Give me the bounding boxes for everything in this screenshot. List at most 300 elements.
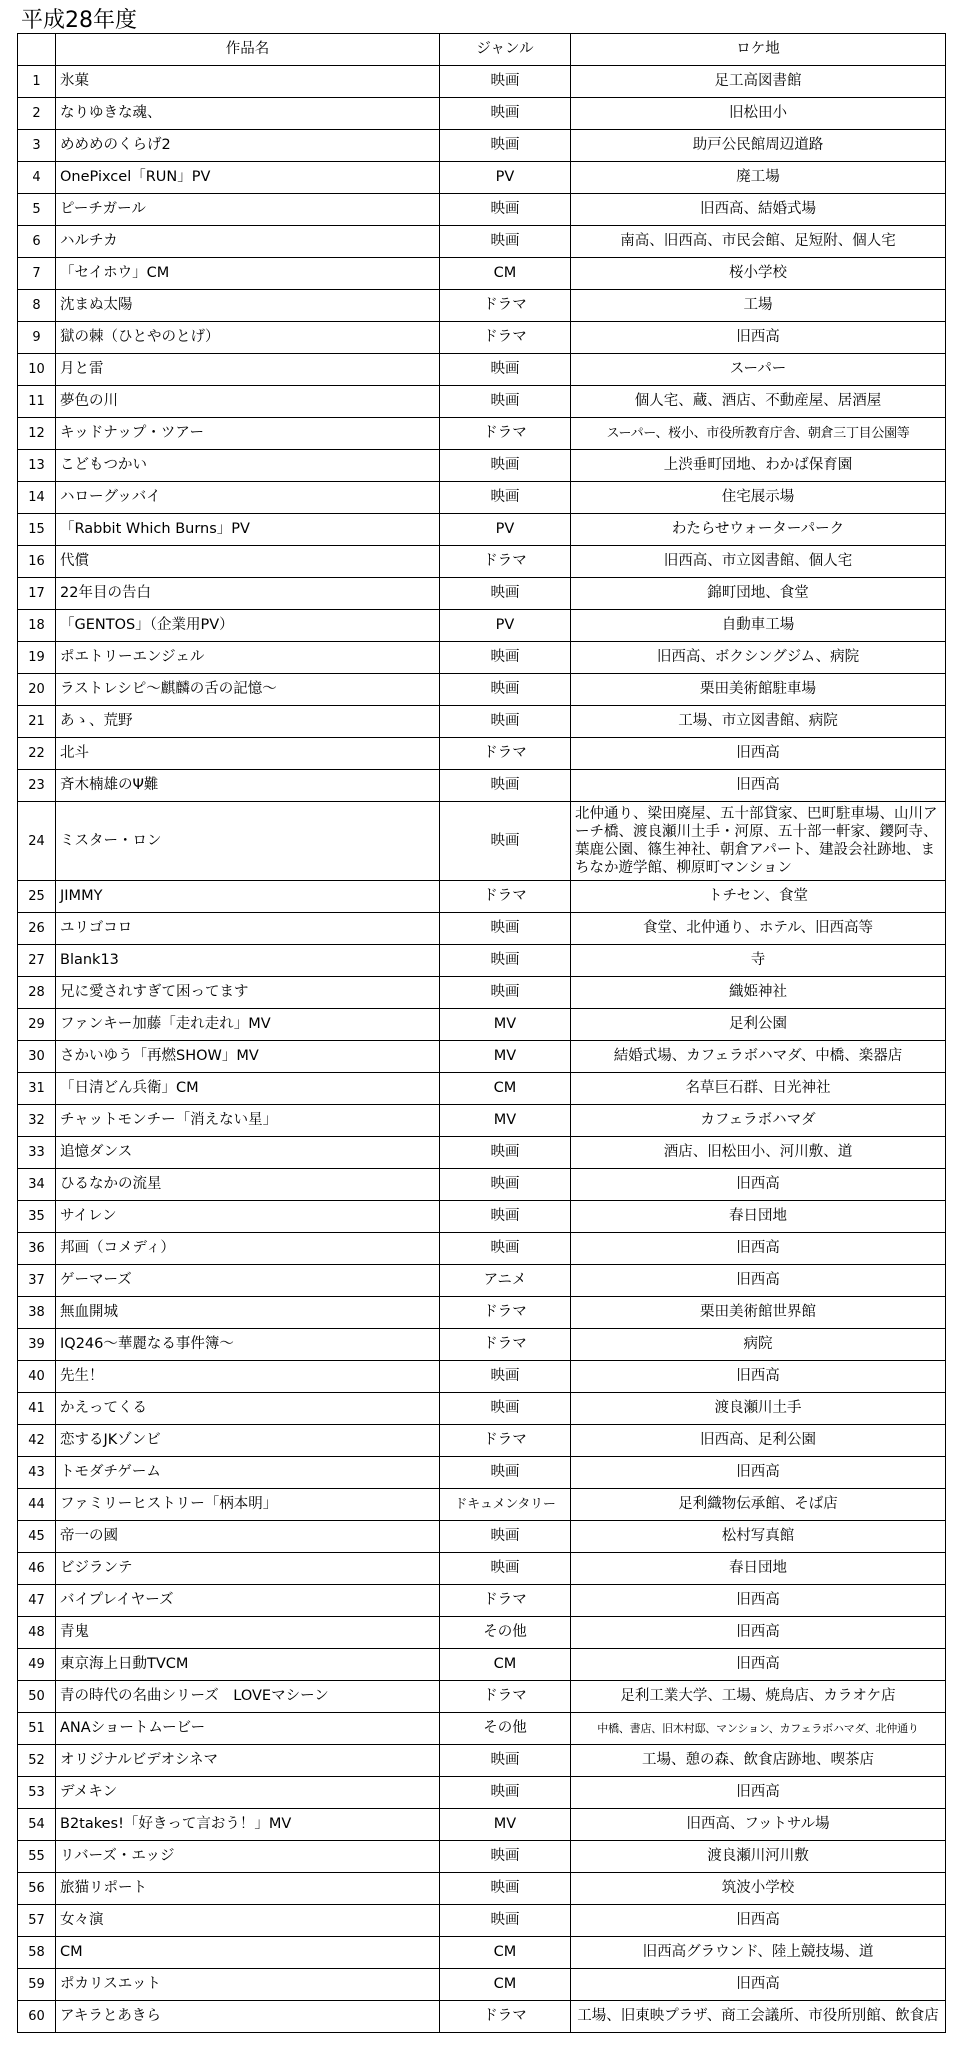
row-genre: ドラマ xyxy=(440,322,571,354)
row-genre: 映画 xyxy=(440,386,571,418)
table-row xyxy=(18,802,946,881)
row-location: 廃工場 xyxy=(571,162,946,194)
row-title: 帝一の國 xyxy=(56,1521,440,1553)
row-number: 58 xyxy=(18,1937,56,1969)
location-table xyxy=(17,33,946,2033)
row-location: 旧西高 xyxy=(571,1649,946,1681)
row-number: 2 xyxy=(18,98,56,130)
row-title: 恋するJKゾンビ xyxy=(56,1425,440,1457)
row-location: 名草巨石群、日光神社 xyxy=(571,1073,946,1105)
table-row xyxy=(18,450,946,482)
table-row xyxy=(18,290,946,322)
row-location: 工場、市立図書館、病院 xyxy=(571,706,946,738)
row-location: 旧西高、結婚式場 xyxy=(571,194,946,226)
table-row xyxy=(18,1585,946,1617)
row-genre: ドラマ xyxy=(440,738,571,770)
row-number: 43 xyxy=(18,1457,56,1489)
page-title: 平成28年度 xyxy=(21,8,137,33)
table-row xyxy=(18,578,946,610)
row-number: 38 xyxy=(18,1297,56,1329)
row-number: 15 xyxy=(18,514,56,546)
row-location: 栗田美術館駐車場 xyxy=(571,674,946,706)
row-location: 上渋垂町団地、わかば保育園 xyxy=(571,450,946,482)
row-title: チャットモンチー「消えない星」 xyxy=(56,1105,440,1137)
row-location: 旧西高 xyxy=(571,1617,946,1649)
row-number: 37 xyxy=(18,1265,56,1297)
row-location: 筑波小学校 xyxy=(571,1873,946,1905)
row-title: 北斗 xyxy=(56,738,440,770)
row-number: 30 xyxy=(18,1041,56,1073)
table-row xyxy=(18,226,946,258)
row-number: 10 xyxy=(18,354,56,386)
row-number: 16 xyxy=(18,546,56,578)
table-row xyxy=(18,1553,946,1585)
row-title: 兄に愛されすぎて困ってます xyxy=(56,977,440,1009)
row-location: 織姫神社 xyxy=(571,977,946,1009)
row-genre: 映画 xyxy=(440,913,571,945)
row-location: 旧松田小 xyxy=(571,98,946,130)
row-title: ひるなかの流星 xyxy=(56,1169,440,1201)
row-location: 食堂、北仲通り、ホテル、旧西高等 xyxy=(571,913,946,945)
row-location: わたらせウォーターパーク xyxy=(571,514,946,546)
table-row xyxy=(18,130,946,162)
row-number: 25 xyxy=(18,881,56,913)
row-title: ハローグッバイ xyxy=(56,482,440,514)
row-number: 59 xyxy=(18,1969,56,2001)
row-title: バイプレイヤーズ xyxy=(56,1585,440,1617)
row-title: ポエトリーエンジェル xyxy=(56,642,440,674)
row-genre: 映画 xyxy=(440,354,571,386)
row-location: 病院 xyxy=(571,1329,946,1361)
row-number: 4 xyxy=(18,162,56,194)
row-genre: 映画 xyxy=(440,945,571,977)
table-row xyxy=(18,1873,946,1905)
table-row xyxy=(18,1425,946,1457)
row-location: スーパー、桜小、市役所教育庁舎、朝倉三丁目公園等 xyxy=(571,418,946,450)
row-number: 50 xyxy=(18,1681,56,1713)
row-genre: 映画 xyxy=(440,1905,571,1937)
row-location: 工場、旧東映プラザ、商工会議所、市役所別館、飲食店 xyxy=(571,2001,946,2033)
table-row xyxy=(18,1489,946,1521)
row-genre: ドキュメンタリー xyxy=(440,1489,571,1521)
row-title: 邦画（コメディ） xyxy=(56,1233,440,1265)
table-row xyxy=(18,1777,946,1809)
row-genre: 映画 xyxy=(440,1393,571,1425)
row-location: 旧西高 xyxy=(571,1169,946,1201)
row-title: 先生！ xyxy=(56,1361,440,1393)
row-number: 34 xyxy=(18,1169,56,1201)
table-row xyxy=(18,1937,946,1969)
row-genre: MV xyxy=(440,1105,571,1137)
row-location: 結婚式場、カフェラボハマダ、中橋、楽器店 xyxy=(571,1041,946,1073)
row-number: 31 xyxy=(18,1073,56,1105)
row-title: 青の時代の名曲シリーズ LOVEマシーン xyxy=(56,1681,440,1713)
row-location: 足利工業大学、工場、焼鳥店、カラオケ店 xyxy=(571,1681,946,1713)
row-number: 46 xyxy=(18,1553,56,1585)
row-genre: CM xyxy=(440,1969,571,2001)
row-genre: その他 xyxy=(440,1713,571,1745)
row-genre: ドラマ xyxy=(440,546,571,578)
row-location: 酒店、旧松田小、河川敷、道 xyxy=(571,1137,946,1169)
table-row xyxy=(18,546,946,578)
row-genre: アニメ xyxy=(440,1265,571,1297)
row-genre: ドラマ xyxy=(440,290,571,322)
row-genre: 映画 xyxy=(440,1841,571,1873)
row-location: 北仲通り、梁田廃屋、五十部貸家、巴町駐車場、山川アーチ橋、渡良瀬川土手・河原、五十部一軒家、鑁阿寺、葉鹿公園、篠生神社、朝倉アパート、建設会社跡地、まちなか遊学館、柳原町マンション xyxy=(571,802,946,881)
row-title: 代償 xyxy=(56,546,440,578)
table-row xyxy=(18,162,946,194)
header-title: 作品名 xyxy=(56,34,440,66)
table-row xyxy=(18,1841,946,1873)
table-row xyxy=(18,674,946,706)
table-row xyxy=(18,386,946,418)
table-row xyxy=(18,1969,946,2001)
row-number: 56 xyxy=(18,1873,56,1905)
row-genre: ドラマ xyxy=(440,1585,571,1617)
table-row xyxy=(18,1137,946,1169)
table-row xyxy=(18,354,946,386)
row-genre: PV xyxy=(440,610,571,642)
row-location: 渡良瀬川土手 xyxy=(571,1393,946,1425)
row-genre: ドラマ xyxy=(440,1681,571,1713)
row-title: ハルチカ xyxy=(56,226,440,258)
row-genre: その他 xyxy=(440,1617,571,1649)
row-genre: 映画 xyxy=(440,1137,571,1169)
table-row xyxy=(18,770,946,802)
table-row xyxy=(18,1649,946,1681)
row-number: 57 xyxy=(18,1905,56,1937)
row-title: ラストレシピ～麒麟の舌の記憶～ xyxy=(56,674,440,706)
row-number: 1 xyxy=(18,66,56,98)
row-location: 旧西高 xyxy=(571,1265,946,1297)
row-genre: CM xyxy=(440,1937,571,1969)
row-title: ミスター・ロン xyxy=(56,802,440,881)
row-number: 23 xyxy=(18,770,56,802)
row-number: 21 xyxy=(18,706,56,738)
row-genre: ドラマ xyxy=(440,881,571,913)
row-number: 33 xyxy=(18,1137,56,1169)
table-row xyxy=(18,418,946,450)
row-genre: 映画 xyxy=(440,578,571,610)
table-row xyxy=(18,706,946,738)
row-number: 8 xyxy=(18,290,56,322)
table-row xyxy=(18,194,946,226)
table-row xyxy=(18,1809,946,1841)
table-row xyxy=(18,1169,946,1201)
row-title: なりゆきな魂、 xyxy=(56,98,440,130)
row-location: 工場 xyxy=(571,290,946,322)
row-genre: PV xyxy=(440,162,571,194)
table-row xyxy=(18,322,946,354)
row-location: 旧西高 xyxy=(571,322,946,354)
row-number: 20 xyxy=(18,674,56,706)
row-number: 52 xyxy=(18,1745,56,1777)
row-location: 助戸公民館周辺道路 xyxy=(571,130,946,162)
row-genre: CM xyxy=(440,1649,571,1681)
row-title: 女々演 xyxy=(56,1905,440,1937)
row-number: 13 xyxy=(18,450,56,482)
table-row xyxy=(18,1905,946,1937)
table-row xyxy=(18,2001,946,2033)
row-title: ANAショートムービー xyxy=(56,1713,440,1745)
header-genre: ジャンル xyxy=(440,34,571,66)
row-number: 47 xyxy=(18,1585,56,1617)
table-row xyxy=(18,1073,946,1105)
row-title: B2takes!「好きって言おう！」MV xyxy=(56,1809,440,1841)
table-row xyxy=(18,66,946,98)
row-genre: 映画 xyxy=(440,1745,571,1777)
row-location: 旧西高 xyxy=(571,738,946,770)
row-location: 旧西高 xyxy=(571,1969,946,2001)
row-location: 自動車工場 xyxy=(571,610,946,642)
row-location: 旧西高 xyxy=(571,1457,946,1489)
row-genre: PV xyxy=(440,514,571,546)
table-row xyxy=(18,1041,946,1073)
row-genre: ドラマ xyxy=(440,2001,571,2033)
row-title: かえってくる xyxy=(56,1393,440,1425)
row-title: 「日清どん兵衛」CM xyxy=(56,1073,440,1105)
row-number: 35 xyxy=(18,1201,56,1233)
row-genre: 映画 xyxy=(440,482,571,514)
row-genre: 映画 xyxy=(440,226,571,258)
row-title: 22年目の告白 xyxy=(56,578,440,610)
row-title: トモダチゲーム xyxy=(56,1457,440,1489)
row-genre: 映画 xyxy=(440,1233,571,1265)
row-location: 旧西高、足利公園 xyxy=(571,1425,946,1457)
row-genre: 映画 xyxy=(440,674,571,706)
table-row xyxy=(18,1105,946,1137)
row-number: 53 xyxy=(18,1777,56,1809)
table-row xyxy=(18,482,946,514)
row-number: 54 xyxy=(18,1809,56,1841)
row-number: 42 xyxy=(18,1425,56,1457)
row-number: 9 xyxy=(18,322,56,354)
row-genre: ドラマ xyxy=(440,418,571,450)
table-row xyxy=(18,642,946,674)
table-row xyxy=(18,1393,946,1425)
header-no xyxy=(18,34,56,66)
row-number: 29 xyxy=(18,1009,56,1041)
row-title: さかいゆう「再燃SHOW」MV xyxy=(56,1041,440,1073)
table-row xyxy=(18,1329,946,1361)
row-location: 南高、旧西高、市民会館、足短附、個人宅 xyxy=(571,226,946,258)
table-row xyxy=(18,1009,946,1041)
table-row xyxy=(18,881,946,913)
row-genre: 映画 xyxy=(440,130,571,162)
row-title: 東京海上日動TVCM xyxy=(56,1649,440,1681)
row-genre: ドラマ xyxy=(440,1425,571,1457)
row-title: 「GENTOS」（企業用PV） xyxy=(56,610,440,642)
row-number: 28 xyxy=(18,977,56,1009)
row-title: 「Rabbit Which Burns」PV xyxy=(56,514,440,546)
row-title: 旅猫リポート xyxy=(56,1873,440,1905)
row-title: オリジナルビデオシネマ xyxy=(56,1745,440,1777)
row-genre: CM xyxy=(440,1073,571,1105)
row-title: 青鬼 xyxy=(56,1617,440,1649)
row-genre: 映画 xyxy=(440,1521,571,1553)
row-location: 栗田美術館世界館 xyxy=(571,1297,946,1329)
row-genre: 映画 xyxy=(440,1553,571,1585)
row-title: JIMMY xyxy=(56,881,440,913)
row-number: 7 xyxy=(18,258,56,290)
table-body xyxy=(18,66,946,2033)
row-genre: 映画 xyxy=(440,1361,571,1393)
row-genre: 映画 xyxy=(440,1201,571,1233)
row-title: ピーチガール xyxy=(56,194,440,226)
row-genre: 映画 xyxy=(440,977,571,1009)
row-title: アキラとあきら xyxy=(56,2001,440,2033)
table-row xyxy=(18,610,946,642)
row-title: ユリゴコロ xyxy=(56,913,440,945)
table-row xyxy=(18,945,946,977)
row-location: 旧西高 xyxy=(571,1905,946,1937)
row-number: 14 xyxy=(18,482,56,514)
row-title: ファンキー加藤「走れ走れ」MV xyxy=(56,1009,440,1041)
row-number: 26 xyxy=(18,913,56,945)
row-location: 錦町団地、食堂 xyxy=(571,578,946,610)
row-number: 60 xyxy=(18,2001,56,2033)
table-row xyxy=(18,98,946,130)
row-number: 55 xyxy=(18,1841,56,1873)
row-number: 36 xyxy=(18,1233,56,1265)
table-row xyxy=(18,514,946,546)
row-title: ゲーマーズ xyxy=(56,1265,440,1297)
row-location: カフェラボハマダ xyxy=(571,1105,946,1137)
row-title: デメキン xyxy=(56,1777,440,1809)
row-genre: ドラマ xyxy=(440,1297,571,1329)
header-location: ロケ地 xyxy=(571,34,946,66)
row-number: 49 xyxy=(18,1649,56,1681)
table-row xyxy=(18,1201,946,1233)
table-row xyxy=(18,913,946,945)
row-location: 松村写真館 xyxy=(571,1521,946,1553)
row-genre: 映画 xyxy=(440,1873,571,1905)
row-number: 39 xyxy=(18,1329,56,1361)
row-title: こどもつかい xyxy=(56,450,440,482)
row-location: 旧西高 xyxy=(571,1361,946,1393)
row-title: Blank13 xyxy=(56,945,440,977)
row-number: 12 xyxy=(18,418,56,450)
row-location: 桜小学校 xyxy=(571,258,946,290)
row-location: 旧西高、ボクシングジム、病院 xyxy=(571,642,946,674)
row-title: サイレン xyxy=(56,1201,440,1233)
row-number: 3 xyxy=(18,130,56,162)
row-title: 無血開城 xyxy=(56,1297,440,1329)
table-row xyxy=(18,1265,946,1297)
table-row xyxy=(18,1745,946,1777)
row-number: 18 xyxy=(18,610,56,642)
row-genre: MV xyxy=(440,1009,571,1041)
row-title: 月と雷 xyxy=(56,354,440,386)
table-row xyxy=(18,738,946,770)
row-number: 6 xyxy=(18,226,56,258)
row-title: ポカリスエット xyxy=(56,1969,440,2001)
header-row xyxy=(18,34,946,66)
row-location: スーパー xyxy=(571,354,946,386)
row-number: 19 xyxy=(18,642,56,674)
row-title: 「セイホウ」CM xyxy=(56,258,440,290)
row-location: 工場、憩の森、飲食店跡地、喫茶店 xyxy=(571,1745,946,1777)
table-row xyxy=(18,1681,946,1713)
row-location: 春日団地 xyxy=(571,1201,946,1233)
row-location: 中橋、書店、旧木村邸、マンション、カフェラボハマダ、北仲通り xyxy=(571,1713,946,1745)
row-genre: 映画 xyxy=(440,66,571,98)
row-title: 夢色の川 xyxy=(56,386,440,418)
row-number: 11 xyxy=(18,386,56,418)
table-row xyxy=(18,1297,946,1329)
row-title: リバーズ・エッジ xyxy=(56,1841,440,1873)
row-genre: 映画 xyxy=(440,706,571,738)
row-location: 春日団地 xyxy=(571,1553,946,1585)
row-location: 旧西高 xyxy=(571,1233,946,1265)
row-location: 旧西高 xyxy=(571,770,946,802)
row-genre: 映画 xyxy=(440,450,571,482)
row-location: 個人宅、蔵、酒店、不動産屋、居酒屋 xyxy=(571,386,946,418)
row-genre: ドラマ xyxy=(440,1329,571,1361)
row-title: ファミリーヒストリー「柄本明」 xyxy=(56,1489,440,1521)
row-location: 住宅展示場 xyxy=(571,482,946,514)
row-genre: MV xyxy=(440,1809,571,1841)
row-location: 渡良瀬川河川敷 xyxy=(571,1841,946,1873)
table-row xyxy=(18,258,946,290)
row-location: 足利公園 xyxy=(571,1009,946,1041)
table-row xyxy=(18,1361,946,1393)
row-number: 32 xyxy=(18,1105,56,1137)
table-row xyxy=(18,1521,946,1553)
row-location: 旧西高 xyxy=(571,1777,946,1809)
row-location: 旧西高、フットサル場 xyxy=(571,1809,946,1841)
row-number: 17 xyxy=(18,578,56,610)
row-genre: CM xyxy=(440,258,571,290)
row-location: トチセン、食堂 xyxy=(571,881,946,913)
row-number: 27 xyxy=(18,945,56,977)
row-title: 沈まぬ太陽 xyxy=(56,290,440,322)
table-row xyxy=(18,1233,946,1265)
row-number: 22 xyxy=(18,738,56,770)
row-title: キッドナップ・ツアー xyxy=(56,418,440,450)
row-location: 寺 xyxy=(571,945,946,977)
row-genre: 映画 xyxy=(440,1169,571,1201)
row-title: あゝ、荒野 xyxy=(56,706,440,738)
row-title: CM xyxy=(56,1937,440,1969)
row-location: 足工高図書館 xyxy=(571,66,946,98)
table-row xyxy=(18,1617,946,1649)
row-genre: 映画 xyxy=(440,194,571,226)
row-location: 旧西高、市立図書館、個人宅 xyxy=(571,546,946,578)
row-number: 41 xyxy=(18,1393,56,1425)
table-row xyxy=(18,977,946,1009)
row-title: OnePixcel「RUN」PV xyxy=(56,162,440,194)
row-title: めめめのくらげ2 xyxy=(56,130,440,162)
row-genre: MV xyxy=(440,1041,571,1073)
row-number: 5 xyxy=(18,194,56,226)
row-number: 24 xyxy=(18,802,56,881)
row-genre: 映画 xyxy=(440,98,571,130)
row-number: 40 xyxy=(18,1361,56,1393)
row-genre: 映画 xyxy=(440,1457,571,1489)
row-number: 51 xyxy=(18,1713,56,1745)
row-location: 旧西高グラウンド、陸上競技場、道 xyxy=(571,1937,946,1969)
table-row xyxy=(18,1713,946,1745)
row-genre: 映画 xyxy=(440,770,571,802)
row-title: 追憶ダンス xyxy=(56,1137,440,1169)
row-location: 旧西高 xyxy=(571,1585,946,1617)
row-title: 斉木楠雄のΨ難 xyxy=(56,770,440,802)
row-number: 48 xyxy=(18,1617,56,1649)
table-row xyxy=(18,1457,946,1489)
row-number: 44 xyxy=(18,1489,56,1521)
row-location: 足利織物伝承館、そば店 xyxy=(571,1489,946,1521)
